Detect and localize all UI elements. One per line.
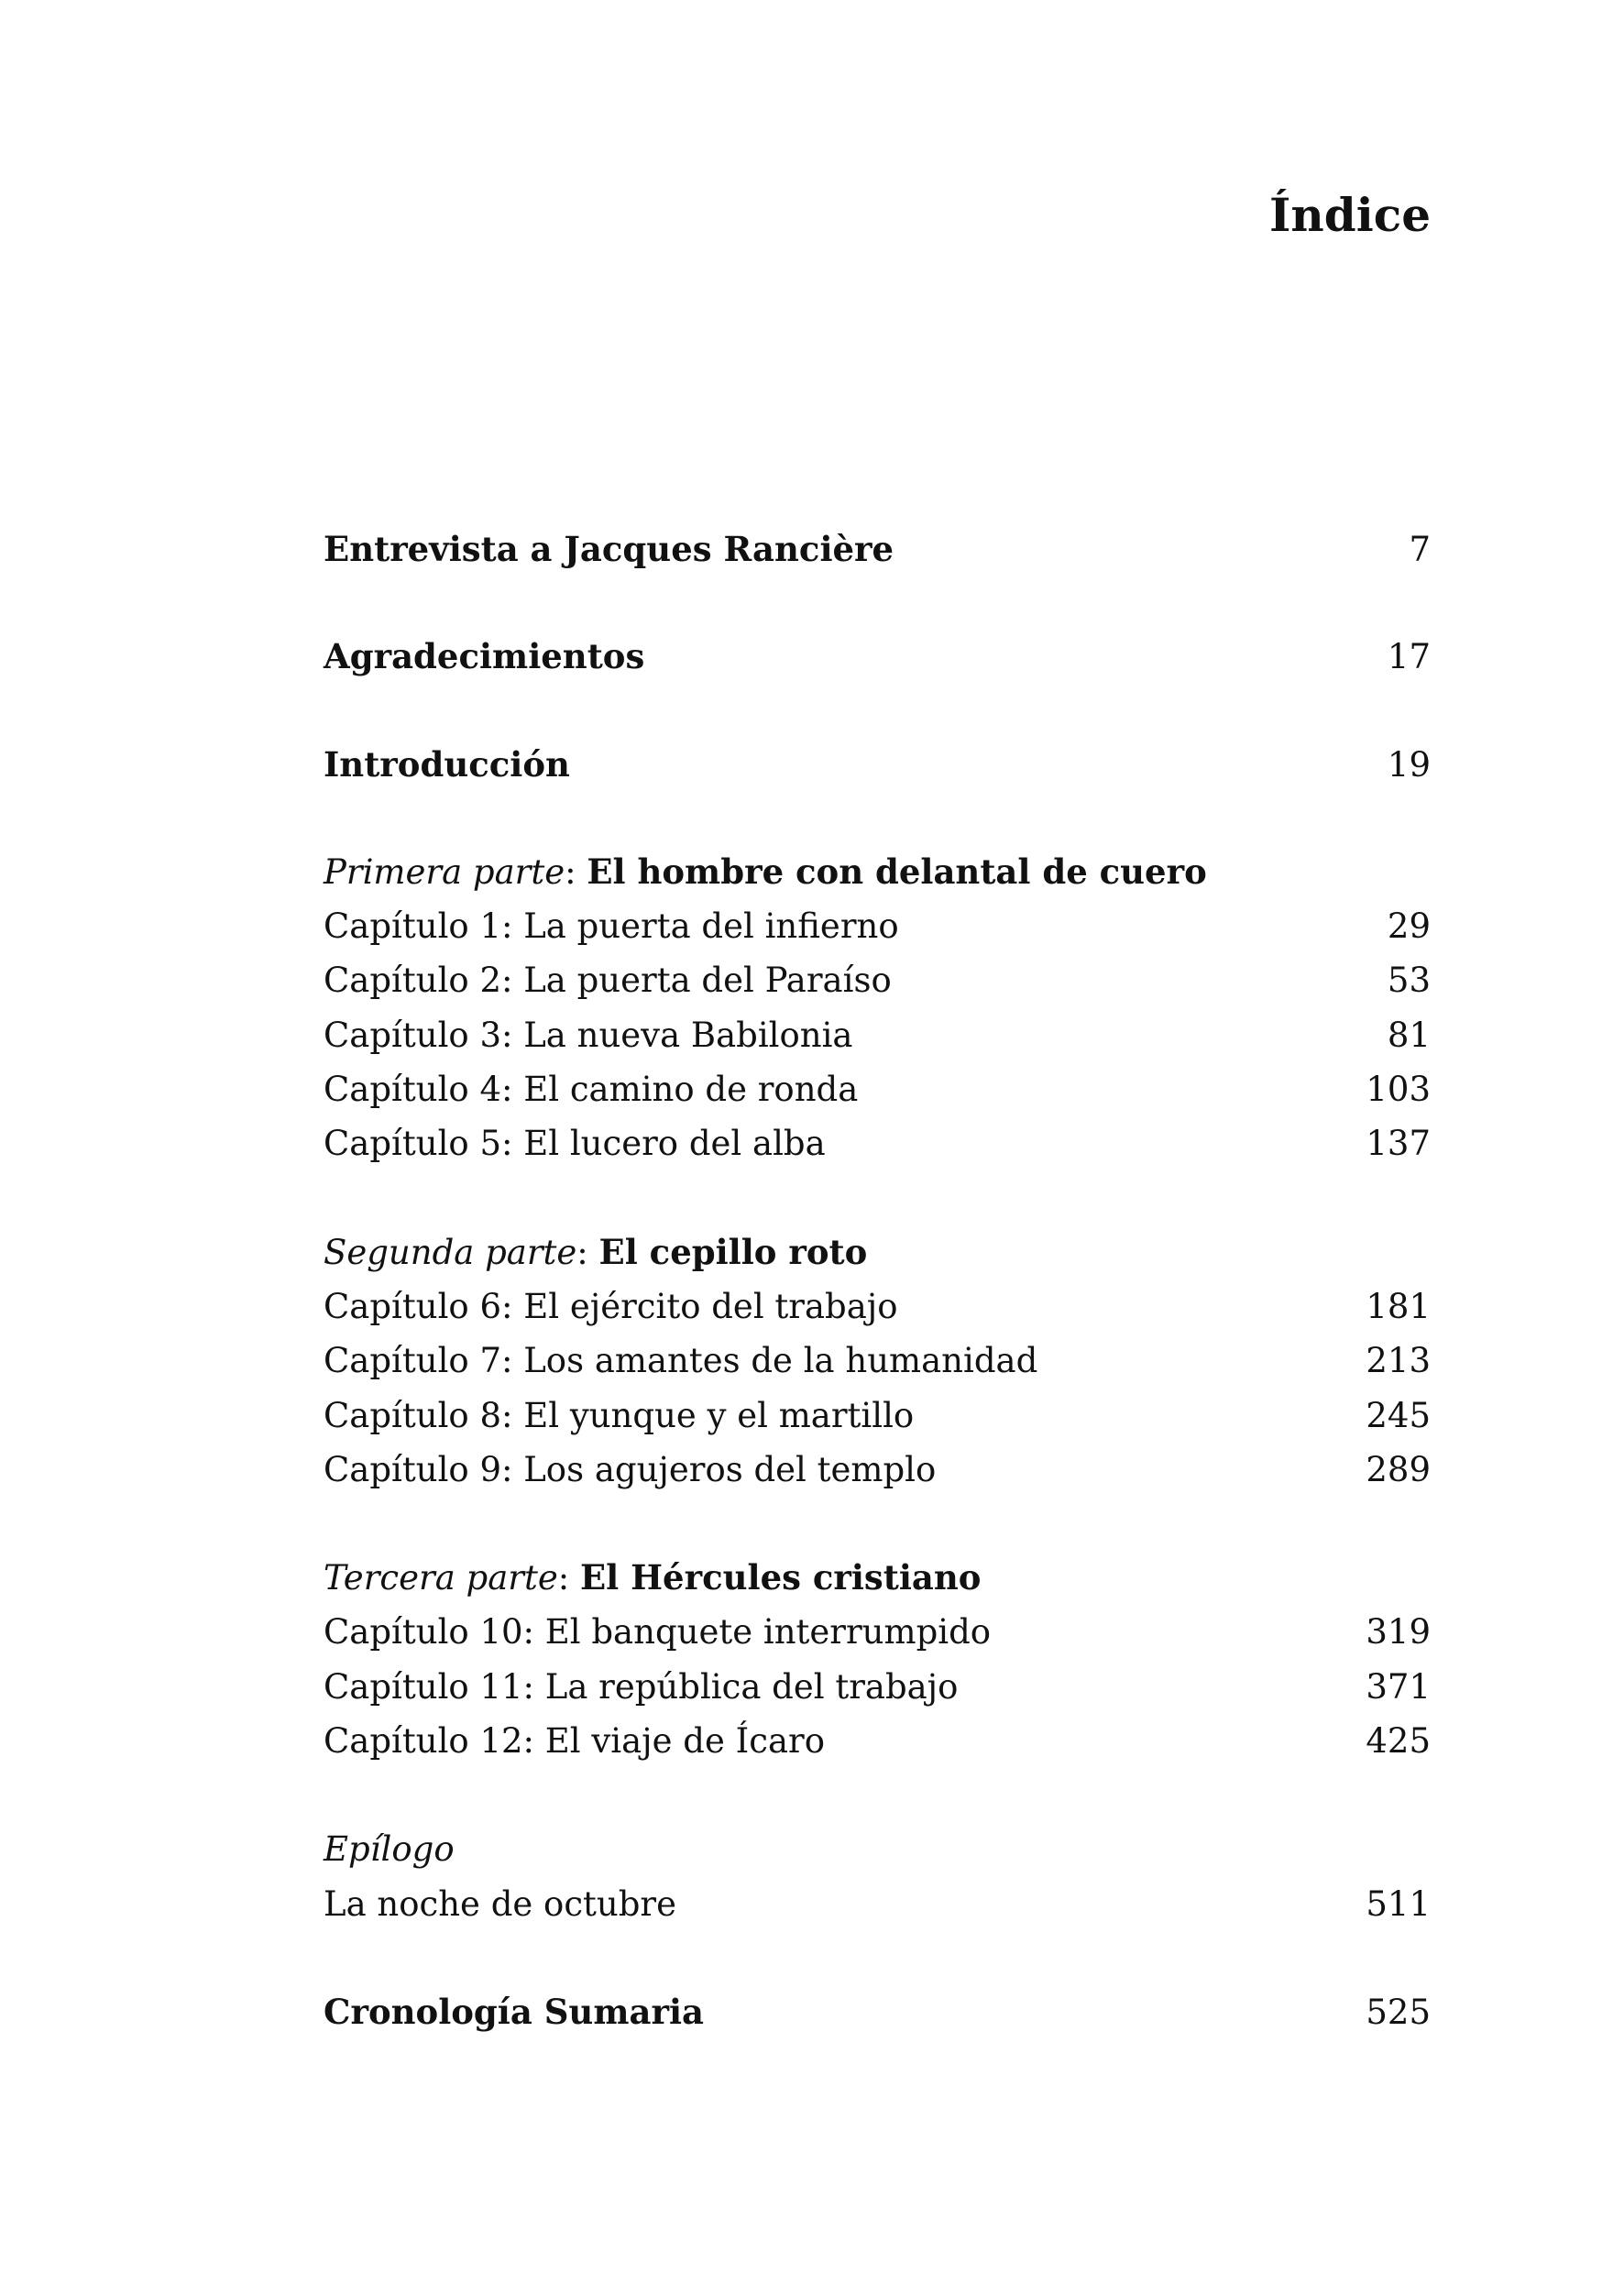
toc-entry-page: 425 [1366,1721,1431,1762]
toc-entry-page: 319 [1366,1612,1431,1653]
part-label: Primera parte [324,851,565,892]
toc-chapter-4[interactable] [324,1062,1431,1116]
part-label: Segunda parte [324,1232,577,1272]
part-heading: Tercera parte: El Hércules cristiano [324,1557,982,1598]
toc-entry-title: Capítulo 5: El lucero del alba [324,1124,826,1164]
toc-entry-page: 511 [1366,1883,1431,1924]
toc-entry-title: Capítulo 1: La puerta del infierno [324,906,899,947]
toc-entry-page: 19 [1387,744,1431,785]
part-heading: Primera parte: El hombre con delantal de cuero [324,851,1207,892]
toc-entry-page: 103 [1366,1070,1431,1110]
toc-entry-introduction[interactable] [324,738,1431,792]
toc-entry-page: 289 [1366,1449,1431,1489]
toc-entry-epilogue[interactable] [324,1877,1431,1931]
toc-entry-title: Capítulo 11: La república del trabajo [324,1666,959,1707]
toc-entry-page: 81 [1387,1015,1431,1055]
toc-entry-chronology[interactable] [324,1985,1431,2039]
toc-chapter-5[interactable] [324,1116,1431,1170]
toc-chapter-10[interactable] [324,1605,1431,1659]
toc-entry-page: 371 [1366,1666,1431,1707]
toc-entry-title: Capítulo 10: El banquete interrumpido [324,1612,992,1653]
toc-entry-page: 525 [1366,1992,1431,2032]
toc-entry-title: Introducción [324,743,570,785]
part-label: Tercera parte [324,1558,558,1598]
toc-epilogue [324,1822,1431,1931]
part-name: El cepillo roto [598,1231,868,1272]
part-name: El hombre con delantal de cuero [587,851,1207,892]
toc-chapter-7[interactable] [324,1334,1431,1388]
toc-entry-page: 17 [1387,637,1431,677]
toc-entry-interview[interactable] [324,522,1431,576]
part-name: El Hércules cristiano [579,1557,982,1598]
toc-chapter-8[interactable] [324,1389,1431,1443]
toc-entry-title: Capítulo 2: La puerta del Paraíso [324,961,892,1001]
toc-entry-title: Capítulo 3: La nueva Babilonia [324,1015,853,1055]
toc-chapter-6[interactable] [324,1279,1431,1334]
toc-entry-page: 181 [1366,1286,1431,1326]
toc-entry-title: Capítulo 9: Los agujeros del templo [324,1449,937,1489]
toc-entry-title: Cronología Sumaria [324,1991,704,2032]
toc-entry-title: Entrevista a Jacques Rancière [324,529,894,569]
toc-chapter-3[interactable] [324,1008,1431,1062]
part-heading [324,1822,1431,1876]
toc-entry-title: Agradecimientos [324,636,645,677]
toc-chapter-11[interactable] [324,1660,1431,1714]
toc-entry-acknowledgements[interactable] [324,630,1431,684]
toc-chapter-12[interactable] [324,1714,1431,1768]
part-heading: Segunda parte: El cepillo roto [324,1231,868,1272]
toc-part-3 [324,1551,1431,1768]
toc-chapter-2[interactable] [324,953,1431,1007]
toc-chapter-9[interactable] [324,1443,1431,1497]
epilogue-label: Epílogo [324,1829,455,1870]
toc-entry-title: La noche de octubre [324,1883,677,1924]
toc-entry-title: Capítulo 4: El camino de ronda [324,1070,859,1110]
toc-entry-page: 137 [1366,1124,1431,1164]
toc-entry-title: Capítulo 7: Los amantes de la humanidad [324,1341,1038,1381]
table-of-contents [324,522,1431,2039]
toc-entry-title: Capítulo 12: El viaje de Ícaro [324,1721,825,1762]
toc-entry-title: Capítulo 6: El ejército del trabajo [324,1286,898,1326]
toc-entry-page: 245 [1366,1395,1431,1435]
page-title: Índice [1269,188,1431,242]
toc-entry-title: Capítulo 8: El yunque y el martillo [324,1395,915,1435]
toc-entry-page: 29 [1387,906,1431,947]
toc-entry-page: 53 [1387,961,1431,1001]
toc-part-2 [324,1225,1431,1497]
toc-chapter-1[interactable] [324,899,1431,953]
toc-entry-page: 7 [1409,530,1431,569]
toc-entry-page: 213 [1366,1341,1431,1381]
toc-part-1 [324,845,1431,1171]
